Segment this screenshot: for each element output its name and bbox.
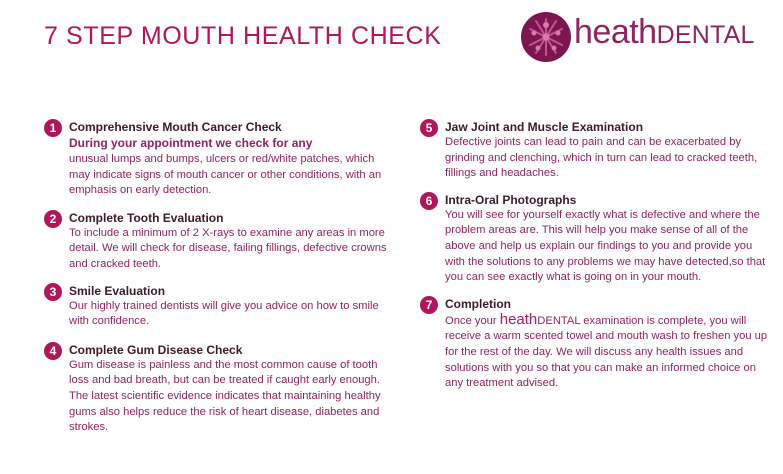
step-number-badge: 5 <box>420 119 438 137</box>
step-2 <box>44 210 389 273</box>
heath-dental-logo <box>520 11 770 63</box>
logo-dental: DENTAL <box>656 21 755 49</box>
step-title: Complete Tooth Evaluation <box>69 210 224 225</box>
step-body-post: examination is complete, you will receive a warm scented towel and mouth wash to freshen you up for the rest of the day. We will discuss any health issues and solutions with you so that you can make an informed choice on any treatment advised. <box>445 314 768 390</box>
inline-brand-heath: heath <box>499 310 538 328</box>
step-1 <box>44 119 389 199</box>
step-3 <box>44 283 389 330</box>
step-6 <box>420 192 770 286</box>
step-number-badge: 2 <box>44 210 62 228</box>
step-title: Completion <box>445 296 511 311</box>
logo-heath: heath <box>574 13 657 51</box>
page-title: 7 STEP MOUTH HEALTH CHECK <box>44 22 442 50</box>
step-body: You will see for yourself exactly what is defective and where the problem areas are. This will help you make sense of all of the above and help us explain our findings to you and provide you with the solutions to any problems we may have detected,so that you can see exactly what is going on in your mouth. <box>445 208 766 284</box>
step-title: Intra-Oral Photographs <box>445 192 577 207</box>
step-number-badge: 3 <box>44 283 62 301</box>
step-lead: During your appointment we check for any <box>69 136 313 150</box>
step-7 <box>420 296 770 392</box>
step-body: Our highly trained dentists will give you advice on how to smile with confidence. <box>69 299 379 328</box>
step-body <box>445 312 770 392</box>
step-title: Comprehensive Mouth Cancer Check <box>69 120 282 134</box>
steps-left-column <box>44 118 389 446</box>
step-4 <box>44 342 389 436</box>
step-number-badge: 6 <box>420 192 438 210</box>
flower-circle-icon <box>520 11 572 63</box>
step-body: To include a minimum of 2 X-rays to examine any areas in more detail. We will check for disease, failing fillings, defective crowns and cracked teeth. <box>69 226 387 270</box>
step-title: Smile Evaluation <box>69 283 166 298</box>
logo-wordmark <box>574 15 755 49</box>
step-body: Gum disease is painless and the most common cause of tooth loss and bad breath, but can be treated if caught early enough. The latest scientific evidence indicates that maintaining healthy gums also helps reduce the risk of heart disease, diabetes and strokes. <box>69 358 381 434</box>
step-number-badge: 7 <box>420 296 438 314</box>
step-number-badge: 4 <box>44 342 62 360</box>
step-body-text: unusual lumps and bumps, ulcers or red/white patches, which may indicate signs of mouth cancer or other conditions, with an emphasis on early detection. <box>69 153 382 197</box>
inline-brand-dental: DENTAL <box>537 314 581 327</box>
steps-right-column <box>420 118 770 402</box>
step-body-pre: Once your <box>445 314 500 327</box>
step-number-badge: 1 <box>44 119 62 137</box>
step-body <box>69 135 389 199</box>
step-body: Defective joints can lead to pain and can be exacerbated by grinding and clenching, which in turn can lead to cracked teeth, fillings and headaches. <box>445 136 758 180</box>
step-title: Jaw Joint and Muscle Examination <box>445 120 644 134</box>
step-title: Complete Gum Disease Check <box>69 342 243 357</box>
step-5 <box>420 119 770 182</box>
